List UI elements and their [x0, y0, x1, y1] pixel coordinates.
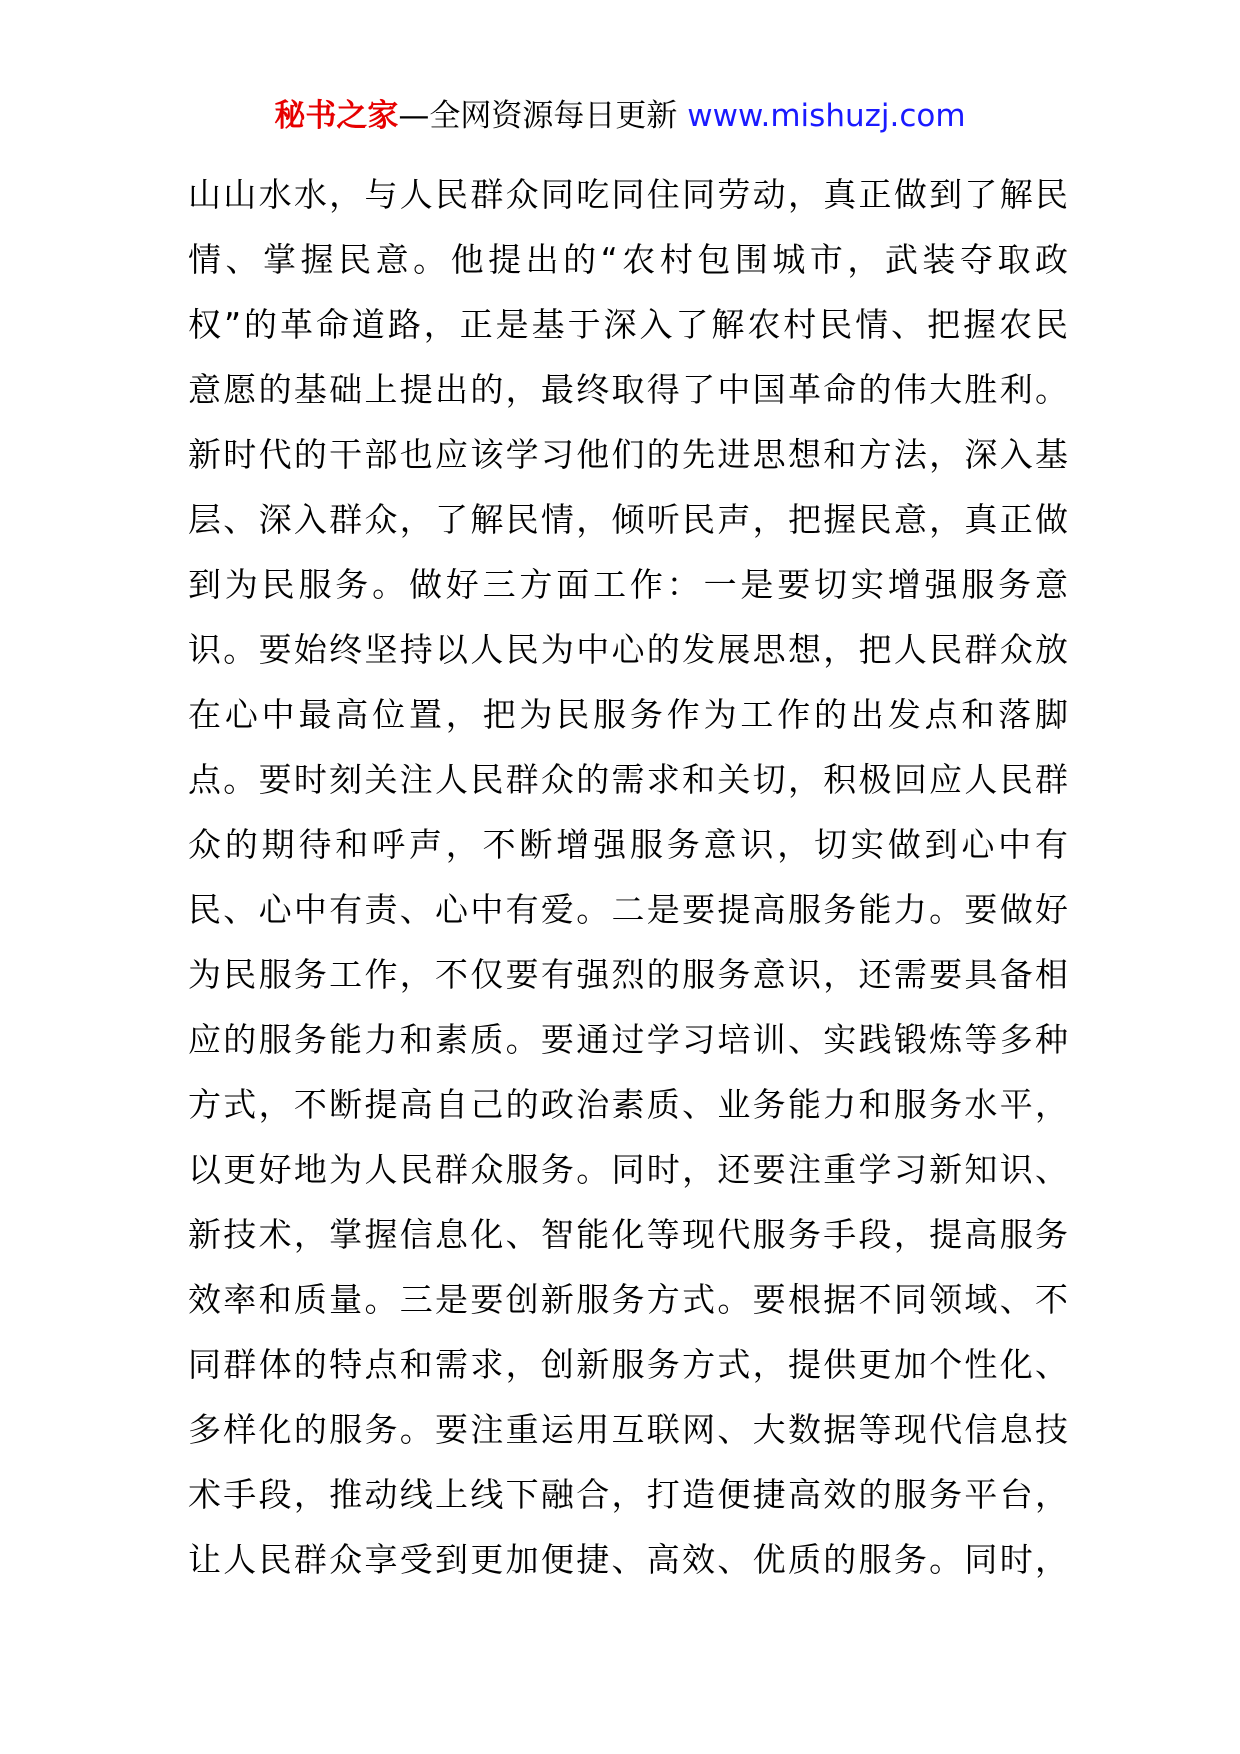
site-brand: 秘书之家 — [274, 98, 399, 134]
body-line: 意愿的基础上提出的，最终取得了中国革命的伟大胜利。 — [188, 370, 1068, 409]
body-line: 在心中最高位置，把为民服务作为工作的出发点和落脚 — [188, 695, 1068, 734]
body-line: 为民服务工作，不仅要有强烈的服务意识，还需要具备相 — [188, 955, 1068, 994]
site-tagline: —全网资源每日更新 — [398, 98, 688, 134]
body-line: 点。要时刻关注人民群众的需求和关切，积极回应人民群 — [188, 760, 1068, 799]
body-line: 权”的革命道路，正是基于深入了解农村民情、把握农民 — [188, 305, 1068, 344]
body-line: 让人民群众享受到更加便捷、高效、优质的服务。同时， — [188, 1540, 1068, 1579]
body-line: 以更好地为人民群众服务。同时，还要注重学习新知识、 — [188, 1150, 1068, 1189]
document-body — [188, 162, 1068, 1592]
body-line: 同群体的特点和需求，创新服务方式，提供更加个性化、 — [188, 1345, 1068, 1384]
body-line: 到为民服务。做好三方面工作：一是要切实增强服务意 — [188, 565, 1068, 604]
body-line: 识。要始终坚持以人民为中心的发展思想，把人民群众放 — [188, 630, 1068, 669]
body-line: 新时代的干部也应该学习他们的先进思想和方法，深入基 — [188, 435, 1068, 474]
body-line: 情、掌握民意。他提出的“农村包围城市，武装夺取政 — [188, 240, 1068, 279]
body-line: 方式，不断提高自己的政治素质、业务能力和服务水平， — [188, 1085, 1068, 1124]
body-line: 民、心中有责、心中有爱。二是要提高服务能力。要做好 — [188, 890, 1068, 929]
body-line: 新技术，掌握信息化、智能化等现代服务手段，提高服务 — [188, 1215, 1068, 1254]
body-line: 效率和质量。三是要创新服务方式。要根据不同领域、不 — [188, 1280, 1068, 1319]
body-line: 山山水水，与人民群众同吃同住同劳动，真正做到了解民 — [188, 175, 1068, 214]
body-line: 术手段，推动线上线下融合，打造便捷高效的服务平台， — [188, 1475, 1068, 1514]
page-header — [0, 96, 1240, 136]
body-line: 众的期待和呼声，不断增强服务意识，切实做到心中有 — [188, 825, 1068, 864]
body-line: 层、深入群众，了解民情，倾听民声，把握民意，真正做 — [188, 500, 1068, 539]
body-line: 多样化的服务。要注重运用互联网、大数据等现代信息技 — [188, 1410, 1068, 1449]
site-url-link[interactable]: www.mishuzj.com — [687, 98, 966, 134]
body-line: 应的服务能力和素质。要通过学习培训、实践锻炼等多种 — [188, 1020, 1068, 1059]
